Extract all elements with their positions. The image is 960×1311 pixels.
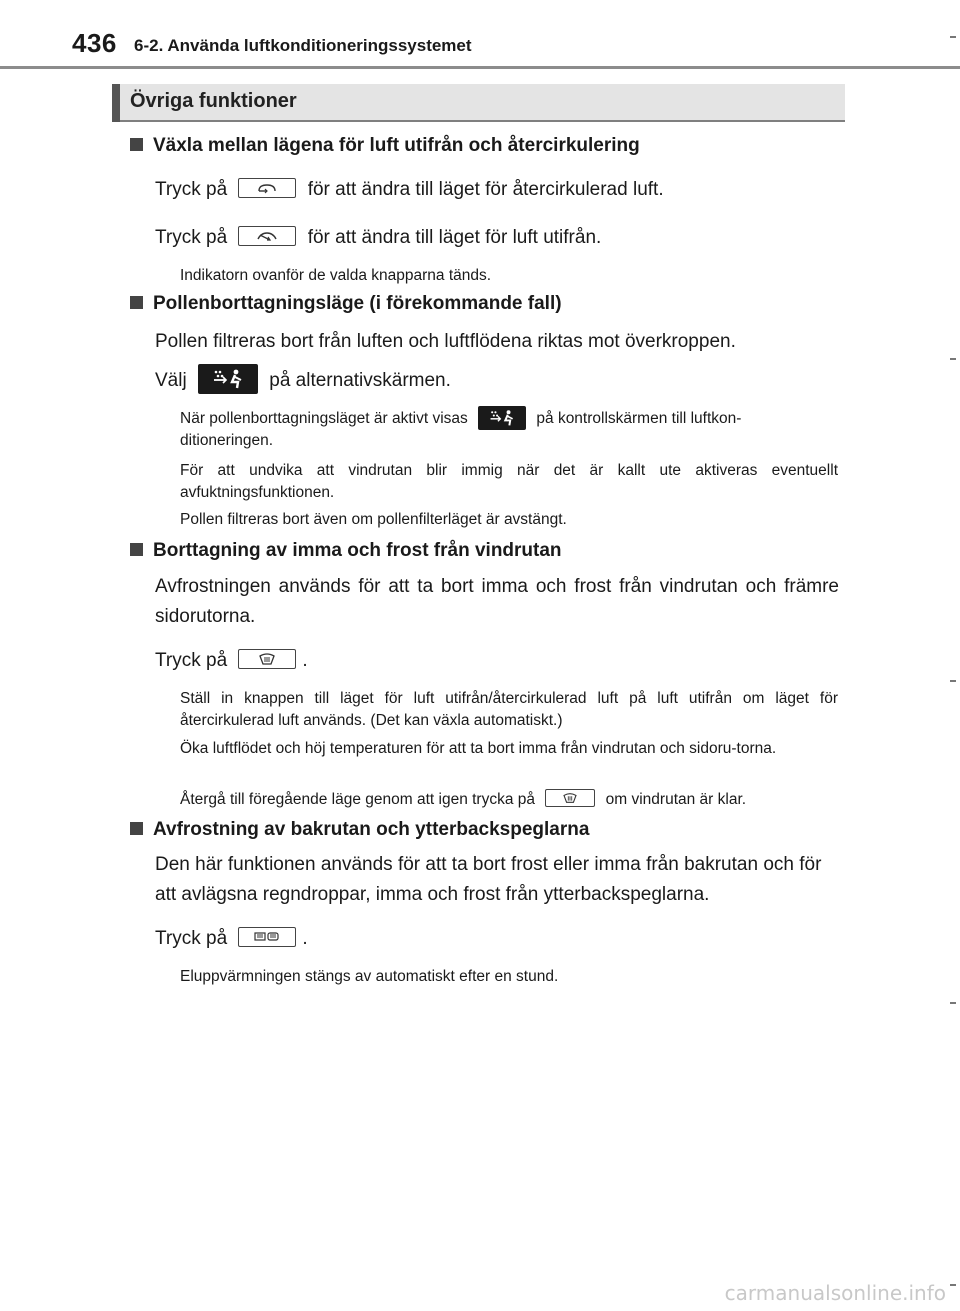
recirc-line2 [155,223,839,253]
page-number: 436 [72,28,117,58]
rear-press-line [155,924,839,954]
rear-para: Den här funktionen används för att ta bort frost eller imma från bakrutan och för att avlägsna regndroppar, imma och frost från ytterbackspeglarna. [155,854,822,905]
edge-mark [950,358,956,360]
defog-note-3-start: Återgå till föregående läge genom att igen trycka på [180,791,536,808]
defog-note-2: Öka luftflödet och höj temperaturen för att ta bort imma från vindrutan och sidoru-torna. [180,740,777,757]
chapter-title: 6-2. Använda luftkonditioneringssystemet [134,36,472,55]
defog-note-1: Ställ in knappen till läget för luft utifrån/återcirkulerad luft på luft utifrån om läget för återcirkulerad luft används. (Det kan växla automatiskt.) [180,690,838,729]
front-defroster-icon [562,792,578,804]
section-accent [112,84,120,122]
defog-press-start: Tryck på [155,650,228,671]
recirc-line1-start: Tryck på [155,179,228,200]
pollen-note-2: För att undvika att vindrutan blir immig när det är kallt ute aktiveras eventuellt avfuktningsfunktionen. [180,462,838,501]
pollen-select-end: på alternativskärmen. [269,370,451,391]
header-divider [0,66,960,69]
outside-air-button[interactable] [238,226,296,246]
pollen-heading [130,293,562,315]
bullet-square-icon [130,296,143,309]
pollen-select-start: Välj [155,370,187,391]
rear-note: Eluppvärmningen stängs av automatiskt efter en stund. [180,968,559,985]
pollen-mode-button[interactable] [198,364,258,394]
pollen-indicator [478,406,526,430]
recirc-line1 [155,175,839,205]
defog-press-end: . [302,650,308,671]
recirculation-button[interactable] [238,178,296,198]
defog-note-3 [180,789,838,811]
defog-para: Avfrostningen används för att ta bort imma och frost från vindrutan och främre sidorutorna. [155,576,839,627]
rear-press-start: Tryck på [155,928,228,949]
section-title: Övriga funktioner [130,90,297,112]
bullet-square-icon [130,543,143,556]
pollen-mode-icon [208,368,248,390]
bullet-square-icon [130,138,143,151]
recirc-line2-end: för att ändra till läget för luft utifrån. [307,227,602,248]
defog-heading-text: Borttagning av imma och frost från vindrutan [153,540,562,561]
pollen-heading-text: Pollenborttagningsläge (i förekommande fall) [153,293,562,314]
watermark: carmanualsonline.info [724,1281,946,1305]
rear-defroster-button[interactable] [238,927,296,947]
bullet-square-icon [130,822,143,835]
rear-heading [130,819,589,841]
pollen-note-1-end: på kontrollskärmen till luftkon- [536,410,742,427]
outside-air-icon [256,230,278,242]
pollen-note-3: Pollen filtreras bort även om pollenfilterläget är avstängt. [180,511,567,528]
edge-mark [950,1002,956,1004]
edge-mark [950,1284,956,1286]
pollen-note-1-start: När pollenborttagningsläget är aktivt visas [180,410,468,427]
edge-mark [950,36,956,38]
defog-heading [130,540,562,562]
front-defroster-button[interactable] [238,649,296,669]
recirculation-icon [256,182,278,194]
edge-mark [950,680,956,682]
defog-press-line [155,646,839,676]
rear-defroster-icon [254,931,280,943]
rear-press-end: . [302,928,308,949]
pollen-note-1 [180,406,838,452]
section-title-bar [112,84,845,122]
front-defroster-button[interactable] [545,789,595,807]
recirc-note: Indikatorn ovanför de valda knapparna tänds. [180,267,492,284]
recirc-line1-end: för att ändra till läget för återcirkulerad luft. [307,179,664,200]
page-header [72,28,960,68]
defog-note-3-end: om vindrutan är klar. [605,791,747,808]
recirc-heading-text: Växla mellan lägena för luft utifrån och återcirkulering [153,135,640,156]
rear-heading-text: Avfrostning av bakrutan och ytterbackspeglarna [153,819,590,840]
pollen-select-line [155,364,839,396]
pollen-mode-icon [485,409,519,427]
recirc-heading [130,135,640,157]
pollen-para: Pollen filtreras bort från luften och luftflödena riktas mot överkroppen. [155,331,736,352]
recirc-line2-start: Tryck på [155,227,228,248]
pollen-note-1-cont: ditioneringen. [180,432,274,449]
front-defroster-icon [258,652,276,666]
